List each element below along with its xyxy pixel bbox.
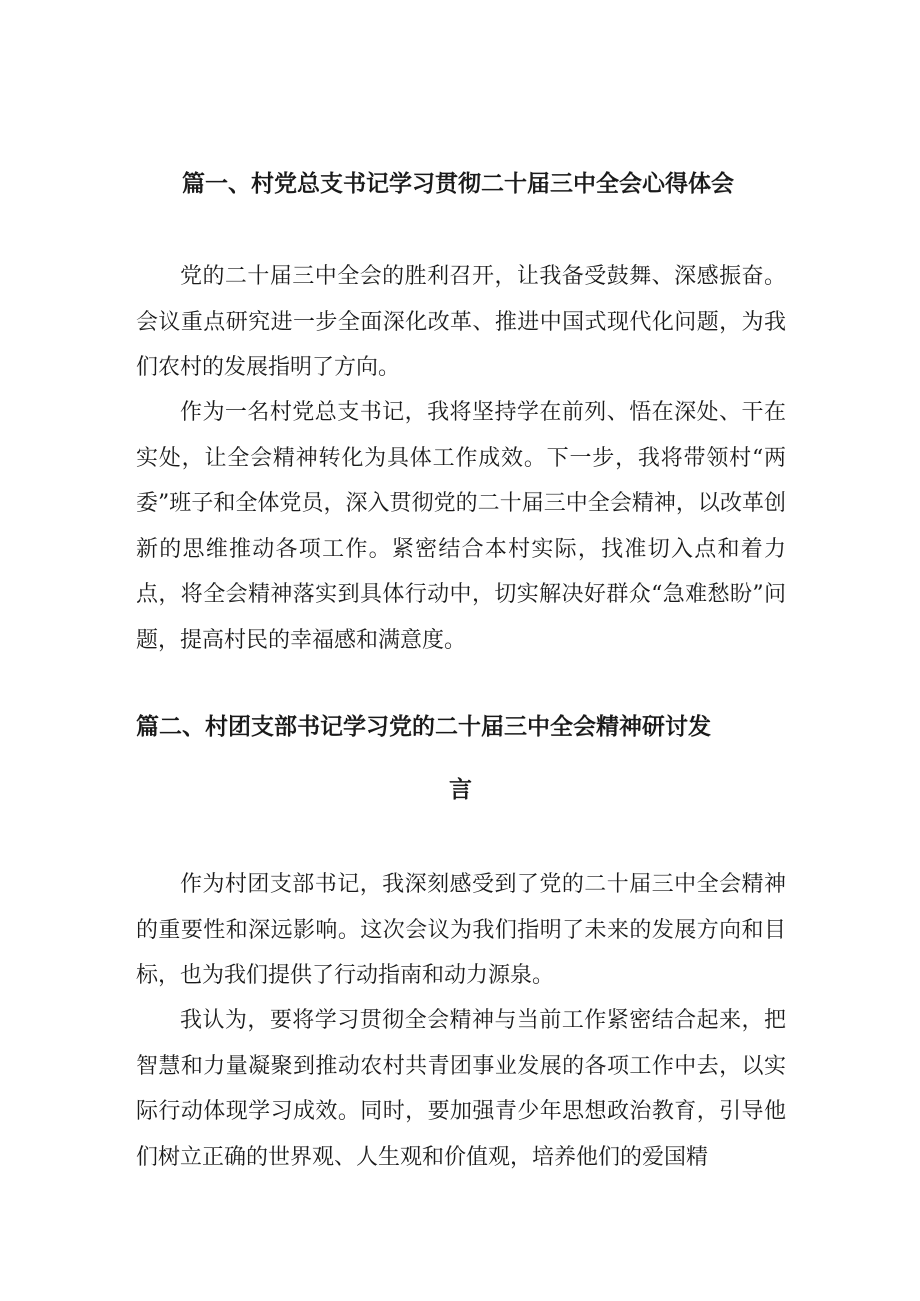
- section-2-paragraph-1: 作为村团支部书记，我深刻感受到了党的二十届三中全会精神的重要性和深远影响。这次会议为我们指明了未来的发展方向和目标，也为我们提供了行动指南和动力源泉。: [136, 872, 786, 988]
- section-1-paragraph-2: 作为一名村党总支书记，我将坚持学在前列、悟在深处、干在实处，让全会精神转化为具体工作成效。下一步，我将带领村“两委”班子和全体党员，深入贯彻党的二十届三中全会精神，以改革创新的思维推动各项工作。紧密结合本村实际，找准切入点和着力点，将全会精神落实到具体行动中，切实解决好群众“急难愁盼”问题，提高村民的幸福感和满意度。: [136, 400, 786, 653]
- section-1-paragraph-1: 党的二十届三中全会的胜利召开，让我备受鼓舞、深感振奋。会议重点研究进一步全面深化改革、推进中国式现代化问题，为我们农村的发展指明了方向。: [136, 264, 786, 380]
- section-2-title-line-2: 言: [449, 777, 472, 803]
- section-2-title-line-1: 篇二、村团支部书记学习党的二十届三中全会精神研讨发: [136, 714, 711, 740]
- section-2-paragraph-2: 我认为，要将学习贯彻全会精神与当前工作紧密结合起来，把智慧和力量凝聚到推动农村共青团事业发展的各项工作中去，以实际行动体现学习成效。同时，要加强青少年思想政治教育，引导他们树立正确的世界观、人生观和价值观，培养他们的爱国精: [136, 1008, 786, 1170]
- section-1-title: 篇一、村党总支书记学习贯彻二十届三中全会心得体会: [182, 171, 734, 197]
